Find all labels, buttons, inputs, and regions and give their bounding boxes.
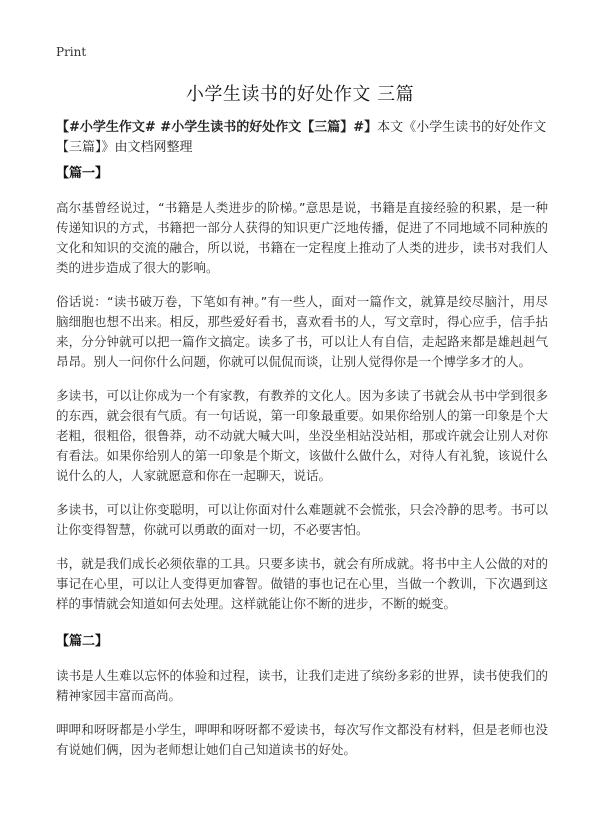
paragraph: 多读书，可以让你变聪明，可以让你面对什么难题就不会慌张，只会冷静的思考。书可以让你变得智慧，你就可以勇敢的面对一切，不必要害怕。 (56, 502, 548, 537)
paragraph: 呷呷和呀呀都是小学生，呷呷和呀呀都不爱读书，每次写作文都没有材料，但是老师也没有说她们俩，因为老师想让她们自己知道读书的好处。 (56, 722, 548, 757)
paragraph: 俗话说：“读书破万卷，下笔如有神。”有一些人，面对一篇作文，就算是绞尽脑汁，用尽脑细胞也想不出来。相反，那些爱好看书，喜欢看书的人，写文章时，得心应手，信手拈来，分分钟就可以把一篇作文搞定。读多了书，可以让人有自信，走起路来都是雄赳赳气昂昂。别人一问你什么问题，你就可以侃侃而谈，让别人觉得你是一个博学多才的人。 (56, 294, 548, 369)
section-heading: 【篇二】 (56, 634, 109, 649)
intro-paragraph (56, 118, 556, 158)
section-heading: 【篇一】 (56, 166, 109, 181)
section-one (56, 164, 548, 614)
paragraph: 高尔基曾经说过，“书籍是人类进步的阶梯。”意思是说，书籍是直接经验的积累，是一种传递知识的方式，书籍把一部分人获得的知识更广泛地传播，促进了不同地域不同种族的文化和知识的交流的融合，所以说，书籍在一定程度上推动了人类的进步，读书对我们人类的进步造成了很大的影响。 (56, 200, 548, 275)
intro-text: 本文《小学生读书的好处作文【三篇】》由文档网整理 (56, 120, 547, 155)
print-link[interactable]: Print (56, 45, 87, 59)
page-title: 小学生读书的好处作文 三篇 (185, 84, 415, 105)
intro-tags: 【#小学生作文# #小学生读书的好处作文【三篇】#】 (56, 120, 378, 135)
article-body (56, 164, 548, 774)
paragraph: 书，就是我们成长必须依靠的工具。只要多读书，就会有所成就。将书中主人公做的对的事记在心里，可以让人变得更加睿智。做错的事也记在心里，当做一个教训，下次遇到这样的事情就会知道如何去处理。这样就能让你不断的进步，不断的蜕变。 (56, 556, 548, 611)
section-two (56, 632, 548, 760)
paragraph: 多读书，可以让你成为一个有家教，有教养的文化人。因为多读了书就会从书中学到很多的东西，就会很有气质。有一句话说，第一印象最重要。如果你给别人的第一印象是个大老粗，很粗俗，很鲁莽，动不动就大喊大叫，坐没坐相站没站相，那或许就会让别人对你有看法。如果你给别人的第一印象是个斯文，该做什么做什么，对待人有礼貌，该说什么说什么的人，人家就愿意和你在一起聊天，说话。 (56, 388, 548, 483)
paragraph: 读书是人生难以忘怀的体验和过程，读书，让我们走进了缤纷多彩的世界，读书使我们的精神家园丰富而高尚。 (56, 668, 548, 703)
